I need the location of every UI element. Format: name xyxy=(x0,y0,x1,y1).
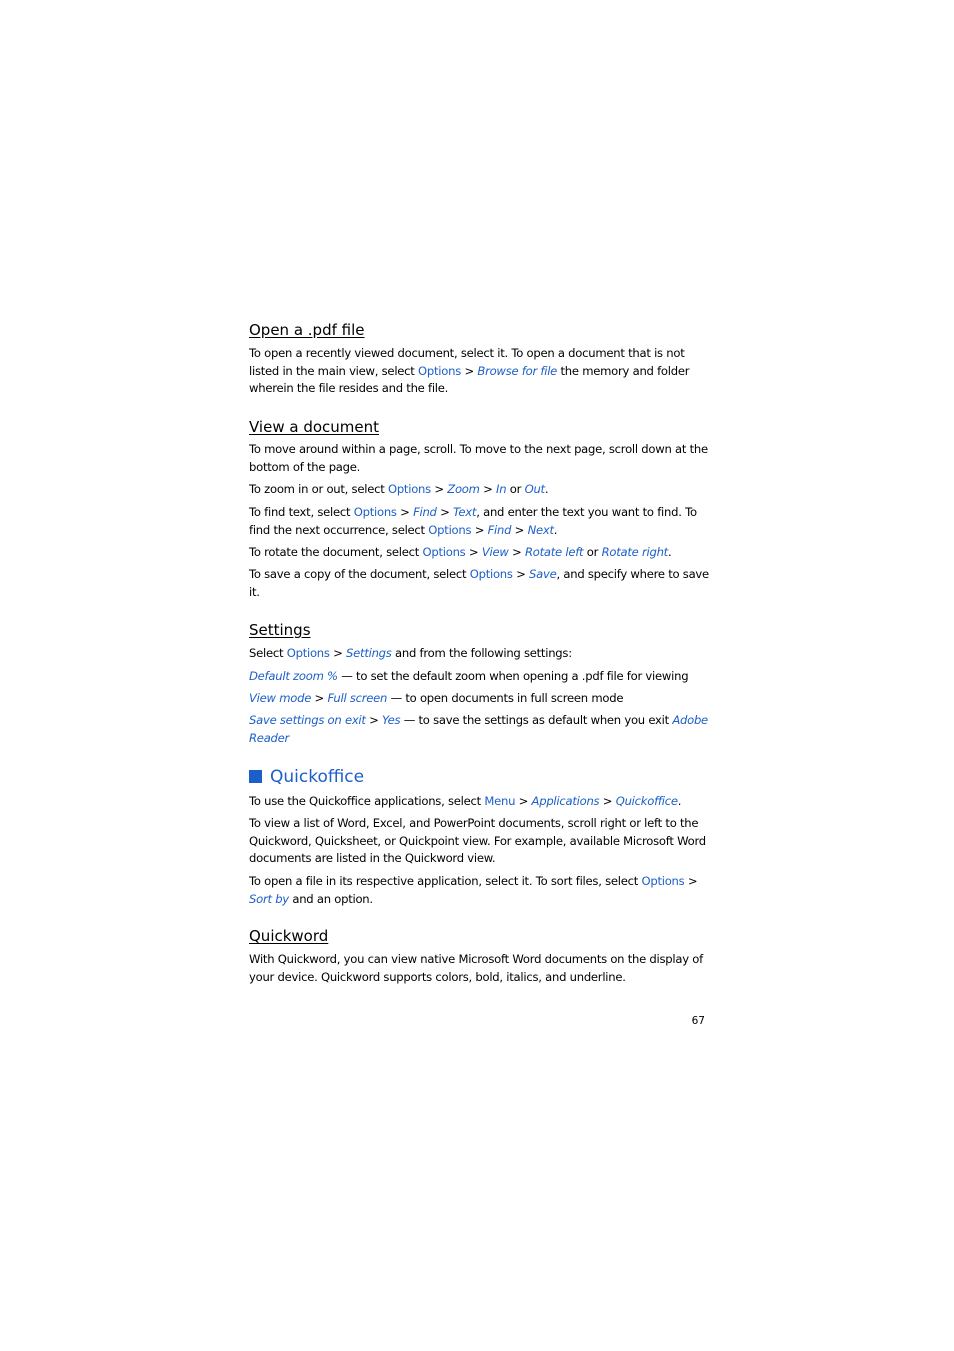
text: To rotate the document, select xyxy=(249,545,423,559)
separator: > xyxy=(365,713,383,727)
text: — to set the default zoom when opening a .pdf file for viewing xyxy=(337,669,689,683)
separator: > xyxy=(436,505,454,519)
separator: > xyxy=(511,522,528,537)
zoom-in-option: In xyxy=(496,482,507,496)
rotate-right-option: Rotate right xyxy=(601,545,668,559)
browse-for-file-option: Browse for file xyxy=(477,363,558,378)
paragraph-open-pdf xyxy=(249,345,709,398)
text: — to open documents in full screen mode xyxy=(387,691,624,705)
text: — to save the settings as default when you exit xyxy=(400,713,673,727)
separator: > xyxy=(430,482,448,496)
find-option: Find xyxy=(413,505,437,519)
options-keyword: Options xyxy=(286,646,330,660)
text: . xyxy=(677,794,682,808)
separator: > xyxy=(684,874,698,888)
options-keyword: Options xyxy=(353,505,397,519)
text: To zoom in or out, select xyxy=(249,482,388,496)
paragraph-zoom xyxy=(249,481,709,499)
separator: > xyxy=(396,505,414,519)
section-heading-settings: Settings xyxy=(249,621,311,639)
text: To use the Quickoffice applications, select xyxy=(249,794,485,808)
text: To find text, select xyxy=(249,505,354,519)
section-heading-open-pdf: Open a .pdf file xyxy=(249,321,365,339)
text: . xyxy=(553,522,558,537)
section-heading-quickword: Quickword xyxy=(249,927,329,945)
menu-keyword: Menu xyxy=(484,794,516,808)
paragraph-default-zoom xyxy=(249,668,709,686)
options-keyword: Options xyxy=(641,874,685,888)
view-option: View xyxy=(481,545,509,559)
options-keyword: Options xyxy=(418,363,462,378)
quickoffice-option: Quickoffice xyxy=(615,794,678,808)
chapter-heading-quickoffice xyxy=(249,766,364,788)
text: Select xyxy=(249,646,287,660)
separator: > xyxy=(479,482,497,496)
save-option: Save xyxy=(529,567,557,581)
paragraph-quickoffice-list: To view a list of Word, Excel, and PowerPoint documents, scroll right or left to the Quickword, Quicksheet, or Quickpoint view. For example, available Microsoft Word documents are listed in the Quickword view. xyxy=(249,816,706,866)
separator: > xyxy=(515,794,532,808)
adobe-reader-option: Adobe Reader xyxy=(249,713,708,745)
paragraph-view-mode xyxy=(249,690,709,708)
separator: > xyxy=(311,691,328,705)
options-keyword: Options xyxy=(422,545,466,559)
view-mode-option: View mode xyxy=(249,691,312,705)
text: , and specify where to save it. xyxy=(249,567,709,599)
applications-option: Applications xyxy=(531,794,600,808)
text: and from the following settings: xyxy=(391,646,572,660)
next-option: Next xyxy=(527,522,554,537)
text: To open a recently viewed document, select it. To open a document that is not listed in the main view, select xyxy=(249,346,685,378)
settings-option: Settings xyxy=(346,646,392,660)
save-settings-option: Save settings on exit xyxy=(249,713,366,727)
text: , and enter the text you want to find. To find the next occurrence, select xyxy=(249,505,697,537)
separator: > xyxy=(599,794,616,808)
paragraph-rotate xyxy=(249,544,709,562)
page-number: 67 xyxy=(691,1015,705,1027)
paragraph-scroll: To move around within a page, scroll. To move to the next page, scroll down at the bottom of the page. xyxy=(249,442,708,474)
chapter-heading-text: Quickoffice xyxy=(270,767,365,787)
separator: > xyxy=(512,567,530,581)
full-screen-option: Full screen xyxy=(327,691,388,705)
text: and an option. xyxy=(288,891,373,906)
square-bullet-icon xyxy=(249,770,262,783)
yes-option: Yes xyxy=(382,713,401,727)
text: or xyxy=(506,482,525,496)
text: To save a copy of the document, select xyxy=(249,567,470,581)
paragraph-find xyxy=(249,504,709,539)
separator: > xyxy=(465,545,482,559)
text: To open a file in its respective application, select it. To sort files, select xyxy=(249,874,642,888)
separator: > xyxy=(471,522,488,537)
separator: > xyxy=(329,646,347,660)
paragraph-quickoffice-sort xyxy=(249,873,709,908)
zoom-option: Zoom xyxy=(447,482,480,496)
paragraph-save xyxy=(249,566,709,601)
text-option: Text xyxy=(453,505,477,519)
text: the memory and folder wherein the file resides and the file. xyxy=(249,363,690,396)
find-option: Find xyxy=(487,522,512,537)
text: or xyxy=(583,545,602,559)
default-zoom-option: Default zoom % xyxy=(249,669,338,683)
separator: > xyxy=(461,363,478,378)
zoom-out-option: Out xyxy=(524,482,545,496)
options-keyword: Options xyxy=(387,482,431,496)
paragraph-save-settings xyxy=(249,712,709,747)
sort-by-option: Sort by xyxy=(249,891,289,906)
paragraph-quickword: With Quickword, you can view native Microsoft Word documents on the display of your device. Quickword supports colors, bold, italics, and underline. xyxy=(249,952,703,984)
separator: > xyxy=(508,545,525,559)
text: . xyxy=(667,545,672,559)
text: . xyxy=(544,482,549,496)
section-heading-view-document: View a document xyxy=(249,418,380,436)
options-keyword: Options xyxy=(428,522,472,537)
paragraph-quickoffice-use xyxy=(249,793,709,811)
paragraph-settings-intro xyxy=(249,645,709,663)
options-keyword: Options xyxy=(469,567,513,581)
rotate-left-option: Rotate left xyxy=(524,545,584,559)
